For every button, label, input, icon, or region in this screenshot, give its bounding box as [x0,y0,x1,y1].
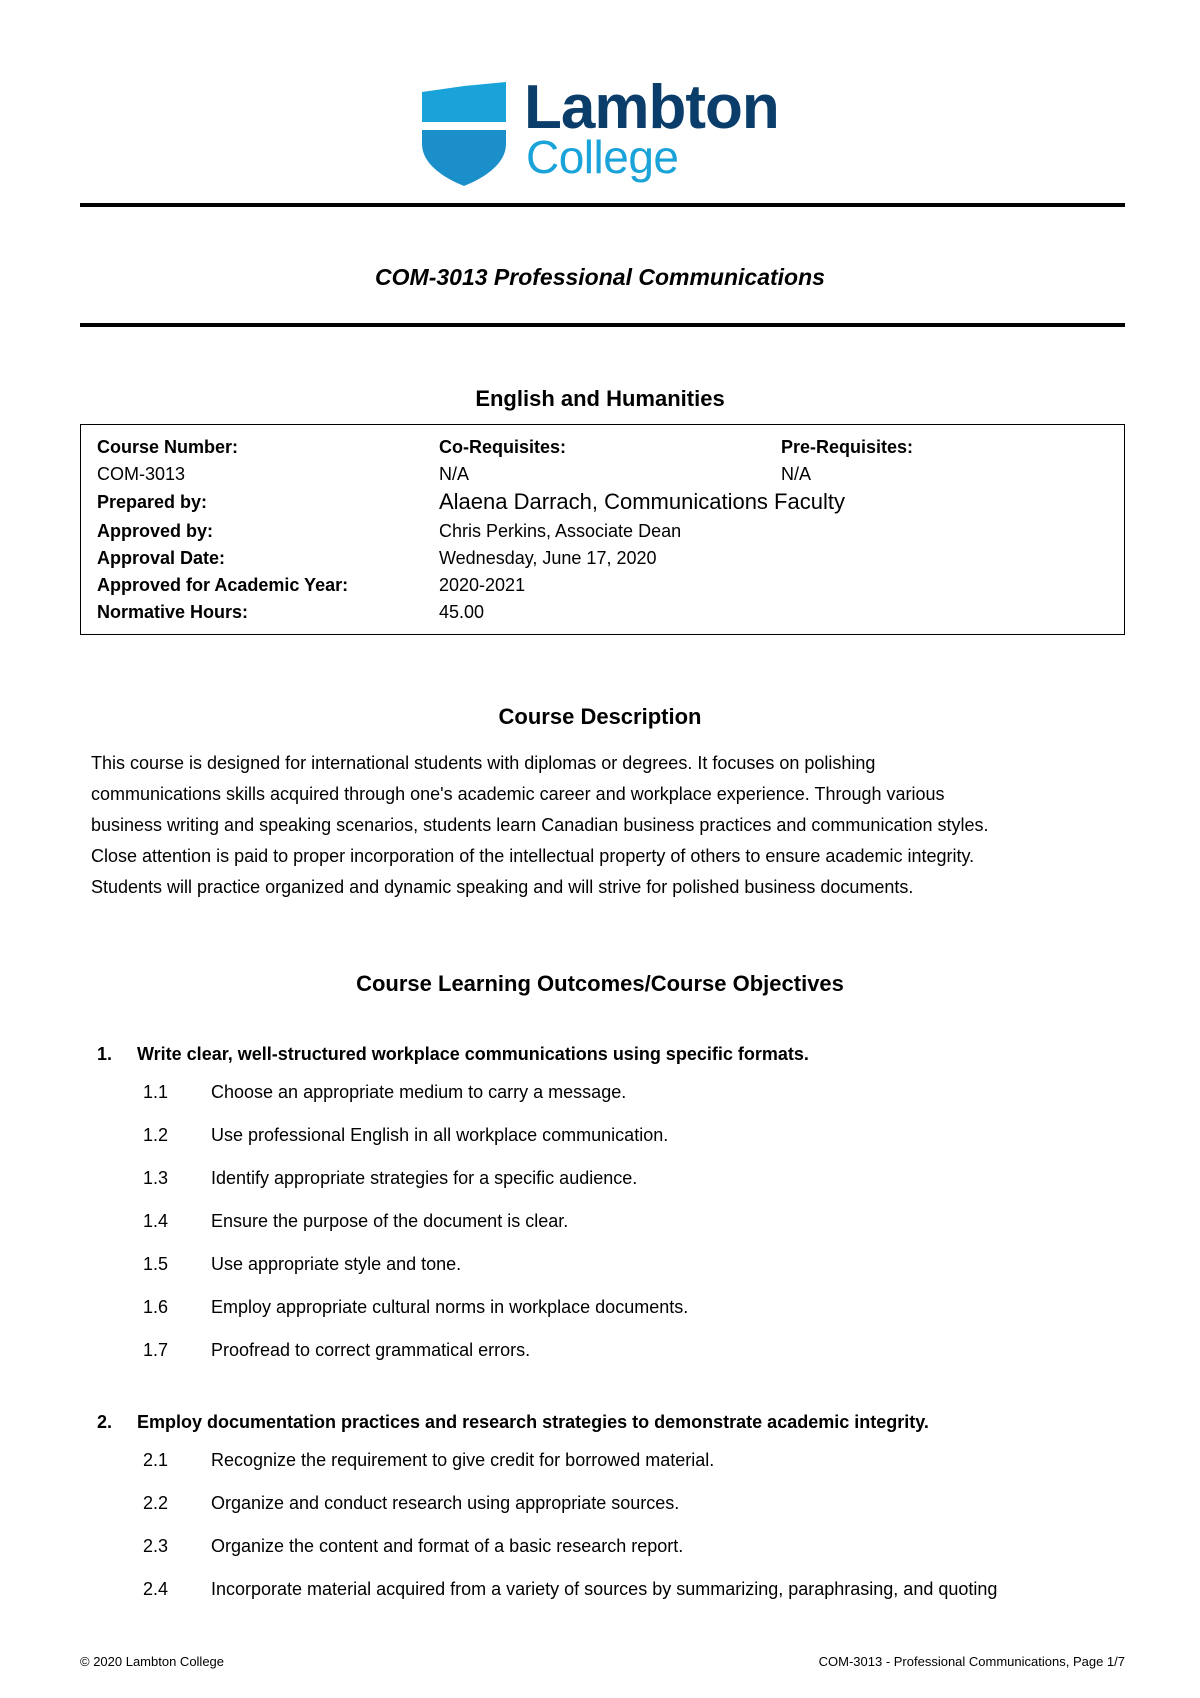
normative-hours-value: 45.00 [439,602,485,622]
item-number: 1.3 [143,1168,169,1188]
title-rule [80,323,1125,327]
item-text: Incorporate material acquired from a variety of sources by summarizing, paraphrasing, and quoting [211,1579,998,1599]
learning-outcomes-heading: Course Learning Outcomes/Course Objectives [356,971,844,996]
item-number: 2.2 [143,1493,169,1513]
description-line: Close attention is paid to proper incorporation of the intellectual property of others to ensure academic integrity. [91,846,975,866]
outcome-text: Employ documentation practices and research strategies to demonstrate academic integrity. [137,1412,929,1432]
item-number: 1.5 [143,1254,169,1274]
item-number: 2.4 [143,1579,169,1599]
course-number-label: Course Number: [97,437,239,457]
co-requisites-value: N/A [439,464,470,484]
item-text: Employ appropriate cultural norms in workplace documents. [211,1297,689,1317]
item-text: Proofread to correct grammatical errors. [211,1340,531,1360]
item-text: Choose an appropriate medium to carry a message. [211,1082,627,1102]
top-rule [80,203,1125,207]
footer-copyright: © 2020 Lambton College [80,1654,225,1669]
prepared-by-value: Alaena Darrach, Communications Faculty [439,489,845,514]
outcome-text: Write clear, well-structured workplace communications using specific formats. [137,1044,809,1064]
shield-icon [420,78,510,190]
outcome-number: 2. [97,1412,113,1432]
normative-hours-label: Normative Hours: [97,602,249,622]
approved-by-value: Chris Perkins, Associate Dean [439,521,682,541]
logo-wordmark-college: College [526,131,679,183]
co-requisites-label: Co-Requisites: [439,437,567,457]
course-number-value: COM-3013 [97,464,186,484]
item-text: Organize and conduct research using appropriate sources. [211,1493,680,1513]
item-number: 1.1 [143,1082,169,1102]
outcome-number: 1. [97,1044,113,1064]
item-text: Identify appropriate strategies for a specific audience. [211,1168,638,1188]
academic-year-value: 2020-2021 [439,575,526,595]
item-text: Use professional English in all workplace communication. [211,1125,669,1145]
course-title: COM-3013 Professional Communications [375,264,825,290]
pre-requisites-label: Pre-Requisites: [781,437,914,457]
item-number: 2.1 [143,1450,169,1470]
course-description [91,748,1121,903]
approval-date-value: Wednesday, June 17, 2020 [439,548,657,568]
course-description-heading: Course Description [498,704,702,729]
item-text: Recognize the requirement to give credit for borrowed material. [211,1450,715,1470]
approval-date-label: Approval Date: [97,548,226,568]
pre-requisites-value: N/A [781,464,812,484]
item-number: 1.2 [143,1125,169,1145]
logo-wordmark-lambton: Lambton [524,73,779,142]
prepared-by-label: Prepared by: [97,492,208,512]
description-line: This course is designed for international students with diplomas or degrees. It focuses on polishing [91,753,876,773]
item-number: 1.6 [143,1297,169,1317]
lambton-college-logo [420,73,800,190]
academic-year-label: Approved for Academic Year: [97,575,349,595]
course-info-box [80,424,1125,635]
description-line: communications skills acquired through one's academic career and workplace experience. Through various [91,784,945,804]
description-line: business writing and speaking scenarios, students learn Canadian business practices and communication styles. [91,815,989,835]
footer-page-info: COM-3013 - Professional Communications, Page 1/7 [818,1654,1125,1669]
item-text: Organize the content and format of a basic research report. [211,1536,684,1556]
item-number: 1.4 [143,1211,169,1231]
department-heading: English and Humanities [475,386,725,411]
item-text: Use appropriate style and tone. [211,1254,462,1274]
approved-by-label: Approved by: [97,521,214,541]
description-line: Students will practice organized and dynamic speaking and will strive for polished business documents. [91,877,914,897]
item-number: 1.7 [143,1340,169,1360]
item-text: Ensure the purpose of the document is clear. [211,1211,569,1231]
item-number: 2.3 [143,1536,169,1556]
